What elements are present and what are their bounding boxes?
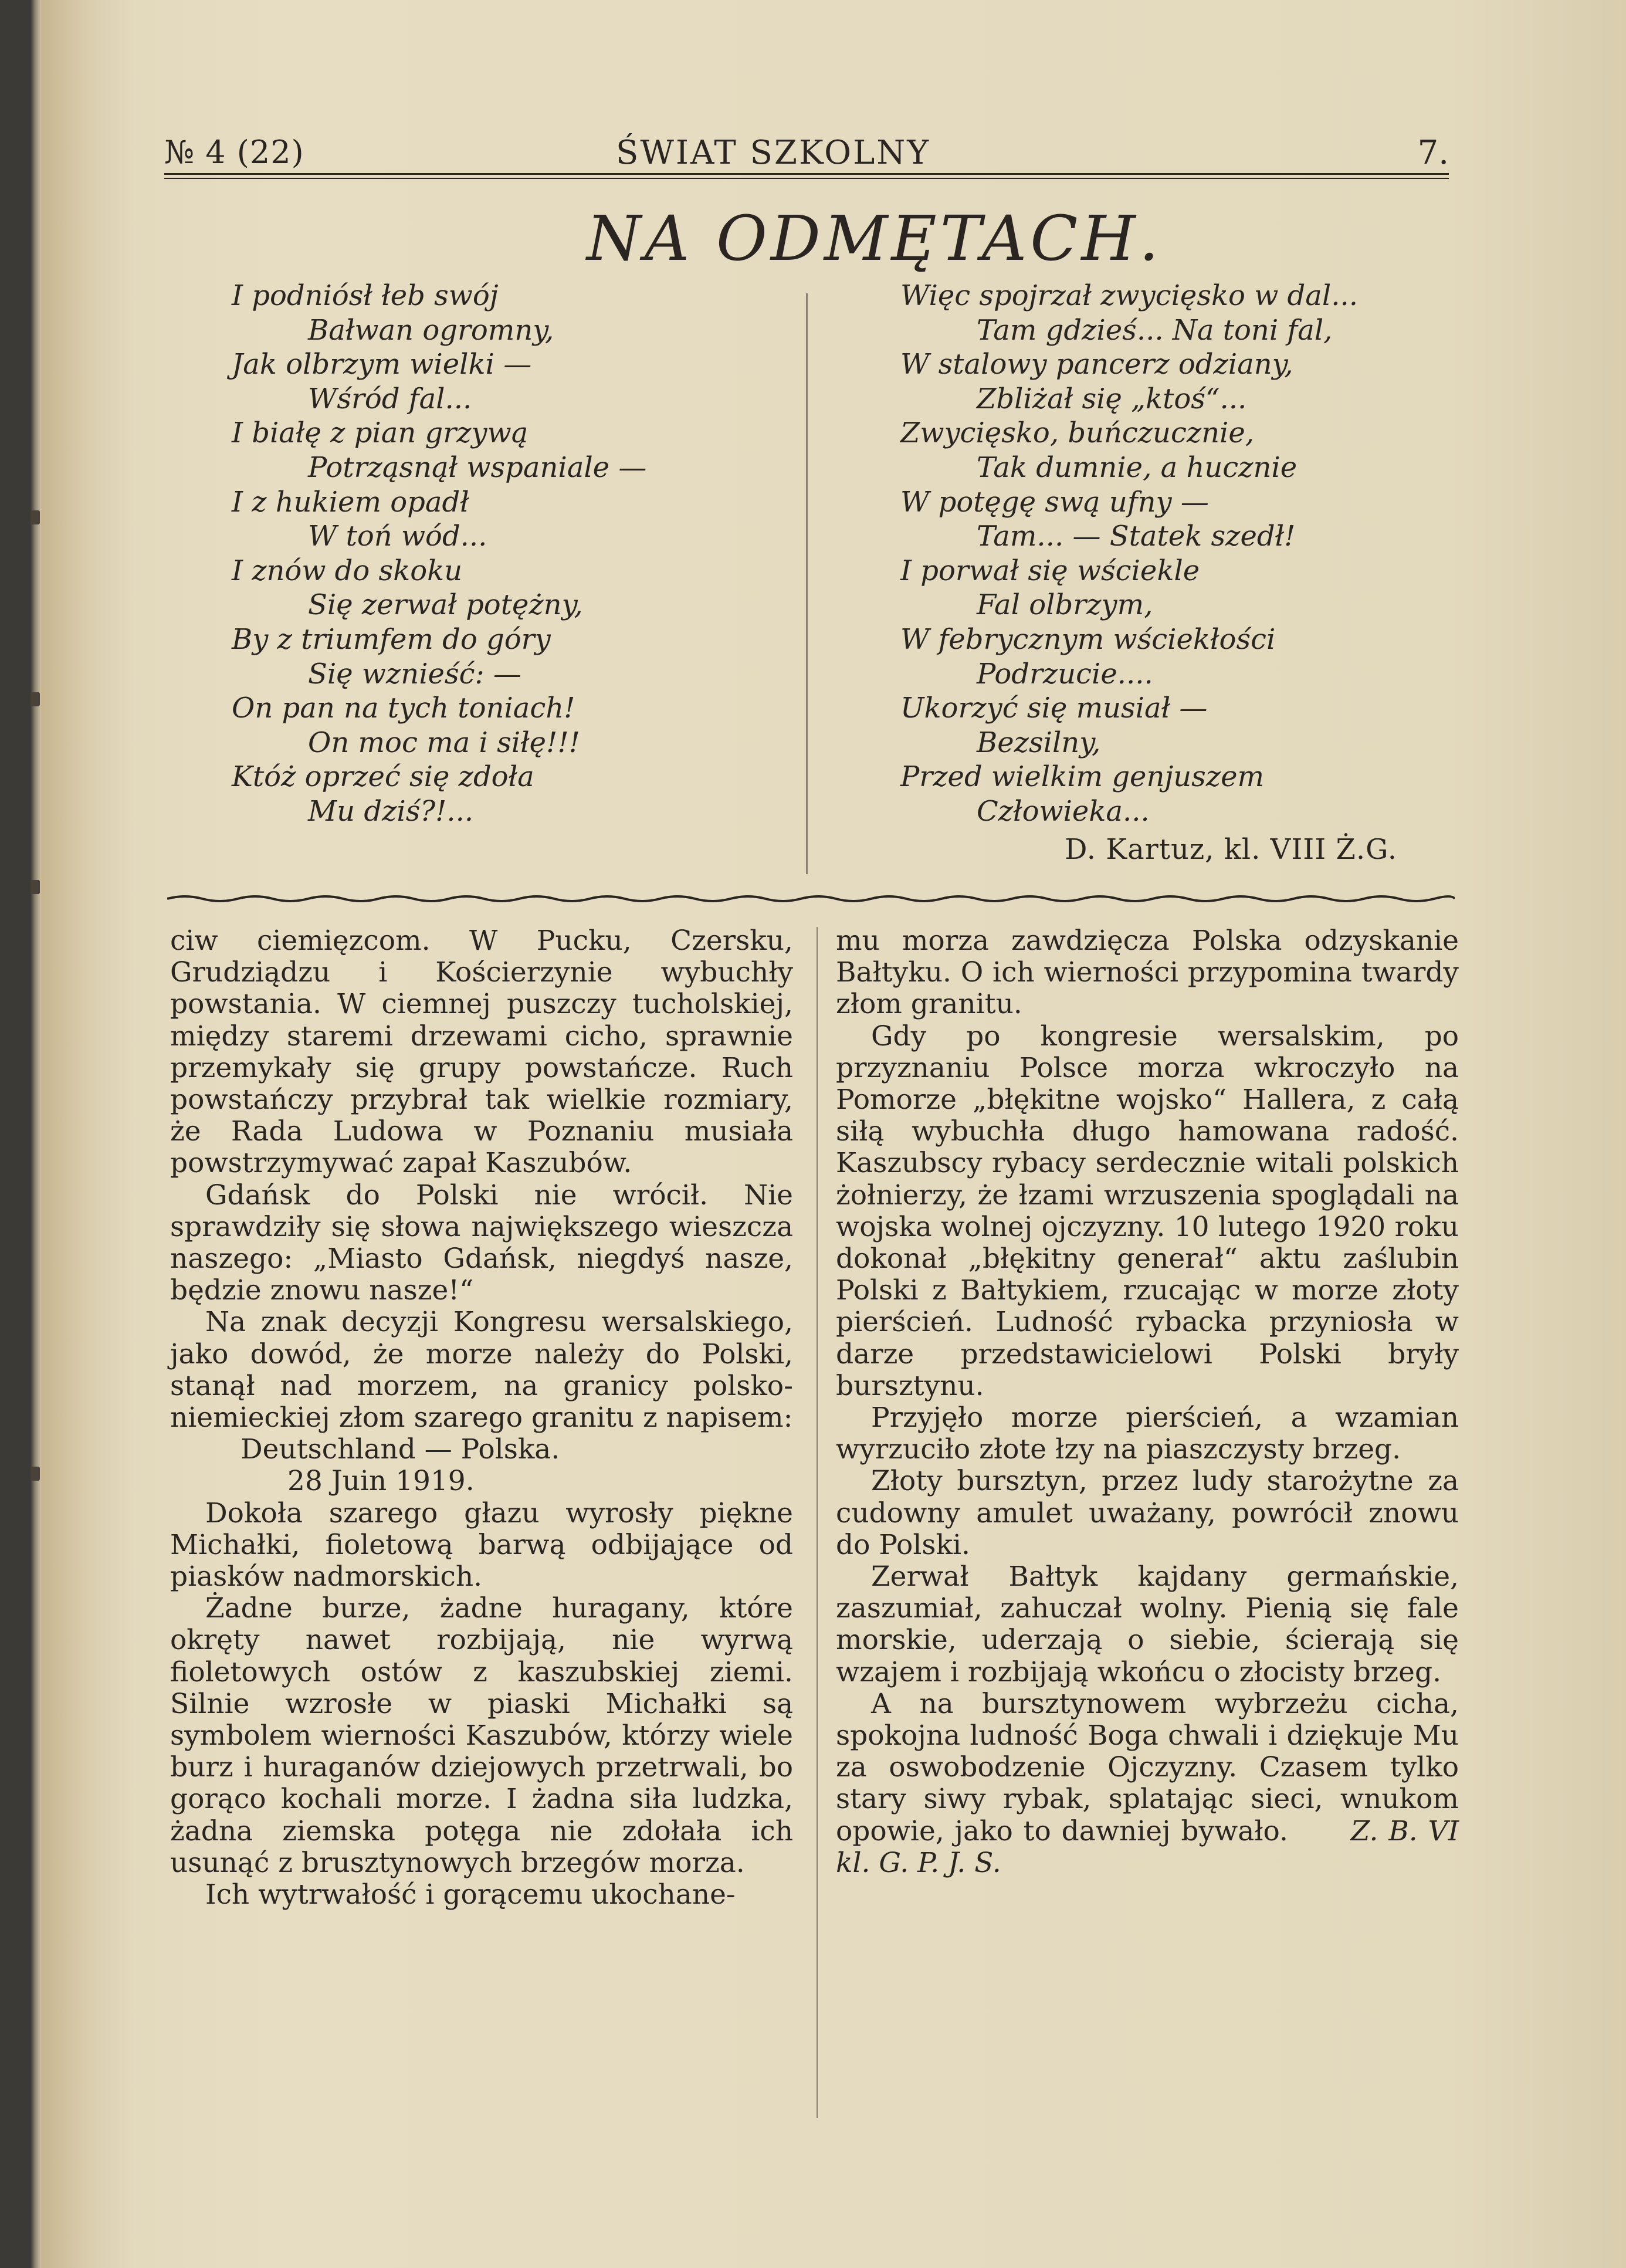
poem-line: Bałwan ogromny, [308,313,554,347]
poem-line: Tam gdzieś... Na toni fal, [977,313,1333,347]
poem-line: I białę z pian grzywą [232,417,529,450]
poem-line: Zbliżał się „ktoś“... [977,382,1247,415]
article-text: A na bursztynowem wybrzeżu cicha, spokojna ludność Boga chwali i dziękuje Mu za oswobodzenie Ojczyzny. Czasem tylko stary siwy rybak, splatając sieci, wnukom opowie, jako to dawniej bywało. [836,1687,1459,1847]
section-divider [167,892,1455,906]
publication-title: ŚWIAT SZKOLNY [616,134,931,172]
article-paragraph: Żadne burze, żadne huragany, które okręty nawet rozbijają, nie wyrwą fioletowych ostów z kaszubskiej ziemi. Silnie wzrosłe w piaski Michałki są symbolem wierności Kaszubów, którzy wiele burz i huraganów dziejowych przetrwali, bo gorąco kochali morze. I żadna siła ludzka, żadna ziemska potęga nie zdołała ich usunąć z brusztynowych brzegów morza. [170,1592,793,1879]
poem-line: Przed wielkim genjuszem [900,760,1265,794]
article-paragraph: ciw ciemięzcom. W Pucku, Czersku, Grudziądzu i Kościerzynie wybuchły powstania. W ciemnej puszczy tucholskiej, między staremi drzewami cicho, sprawnie przemykały się grupy powstańcze. Ruch powstańczy przybrał tak wielkie rozmiary, że Rada Ludowa w Poznaniu musiała powstrzymywać zapał Kaszubów. [170,925,793,1180]
header-rule [164,173,1449,175]
poem-line: On pan na tych toniach! [232,692,575,725]
poem-line: W potęgę swą ufny — [900,485,1209,519]
article-paragraph: Ich wytrwałość i gorącemu ukochane- [205,1878,736,1911]
poem-line: W febrycznym wściekłości [900,622,1276,656]
poem-line: I podniósł łeb swój [232,279,499,312]
poem-signature: D. Kartuz, kl. VIII Ż.G. [1065,833,1397,866]
article-paragraph: Zerwał Bałtyk kajdany germańskie, zaszumiał, zahuczał wolny. Pienią się fale morskie, uderzają o siebie, ścierają się wzajem i rozbijają wkońcu o złocisty brzeg. [836,1560,1459,1688]
poem-line: Się zerwał potężny, [308,588,583,622]
article-paragraph: Na znak decyzji Kongresu wersalskiego, jako dowód, że morze należy do Polski, stanął nad morzem, na granicy polsko-niemieckiej złom szarego granitu z napisem: [170,1306,793,1434]
article-paragraph: Złoty bursztyn, przez ludy starożytne za cudowny amulet uważany, powrócił znowu do Polski. [836,1465,1459,1561]
article-paragraph: Przyjęło morze pierścień, a wzamian wyrzuciło złote łzy na piaszczysty brzeg. [836,1402,1459,1466]
poem-left-column [232,279,646,829]
book-binding [0,0,41,2268]
poem-line: Więc spojrzał zwycięsko w dal... [900,279,1359,312]
article-left-column [170,925,793,2110]
poem-line: On moc ma i siłę!!! [308,726,580,759]
binding-mark [31,1467,40,1481]
page-number: 7. [1417,134,1449,172]
poem-line: Podrzucie.... [977,657,1153,690]
page-stain [41,0,135,2268]
poem-line: Bezsilny, [977,726,1101,759]
inscription-line: Deutschland — Polska. [240,1433,560,1466]
binding-mark [31,692,40,706]
poem-line: Tak dumnie, a hucznie [977,451,1298,484]
poem-line: By z triumfem do góry [232,622,551,656]
header-rule [164,178,1449,179]
article-paragraph: mu morza zawdzięcza Polska odzyskanie Bałtyku. O ich wierności przypomina twardy złom granitu. [836,925,1459,1021]
poem-column-divider [806,293,808,874]
poem-line: I z hukiem opadł [232,485,469,519]
poem-line: Się wznieść: — [308,657,521,690]
article-paragraph: Gdy po kongresie wersalskim, po przyznaniu Polsce morza wkroczyło na Pomorze „błękitne wojsko“ Hallera, z całą siłą wybuchła długo hamowana radość. Kaszubscy rybacy serdecznie witali polskich żołnierzy, że łzami wrzuszenia spoglądali na wojska wolnej ojczyzny. 10 lutego 1920 roku dokonał „błękitny generał“ aktu zaślubin Polski z Bałtykiem, rzucając w morze złoty pierścień. Ludność rybacka przyniosła w darze przedstawicielowi Polski bryły bursztynu. [836,1020,1459,1402]
poem-line: I znów do skoku [232,554,463,587]
poem-right-column [900,279,1358,829]
article-paragraph: Dokoła szarego głazu wyrosły piękne Michałki, fioletową barwą odbijające od piasków nadmorskich. [170,1497,793,1593]
binding-mark [31,880,40,894]
poem-line: Fal olbrzym, [977,588,1153,622]
poem-line: Człowieka... [977,794,1150,828]
binding-mark [31,510,40,524]
poem-line: I porwał się wściekle [900,554,1200,587]
poem-line: Wśród fal... [308,382,472,415]
article-column-divider [817,927,818,2118]
poem-line: Mu dziś?!... [308,794,474,828]
poem-line: W toń wód... [308,520,487,553]
article-signature: Z. B. VI kl. G. P. J. S. [836,1815,1459,1879]
poem-title: NA ODMĘTACH. [587,202,1163,275]
poem-line: Tam... — Statek szedł! [977,520,1296,553]
article-right-column [836,925,1459,2110]
article-paragraph: Gdańsk do Polski nie wrócił. Nie sprawdziły się słowa największego wieszcza naszego: „Miasto Gdańsk, niegdyś nasze, będzie znowu nasze!“ [170,1179,793,1307]
issue-number: № 4 (22) [164,134,304,171]
article-paragraph [836,1688,1459,1879]
poem-line: Zwycięsko, buńczucznie, [900,417,1255,450]
poem-line: Potrząsnął wspaniale — [308,451,647,484]
poem-line: Któż oprzeć się zdoła [232,760,534,794]
inscription-date: 28 Juin 1919. [287,1465,475,1498]
poem-line: Ukorzyć się musiał — [900,692,1208,725]
poem-line: W stalowy pancerz odziany, [900,348,1293,381]
poem-line: Jak olbrzym wielki — [232,348,532,381]
